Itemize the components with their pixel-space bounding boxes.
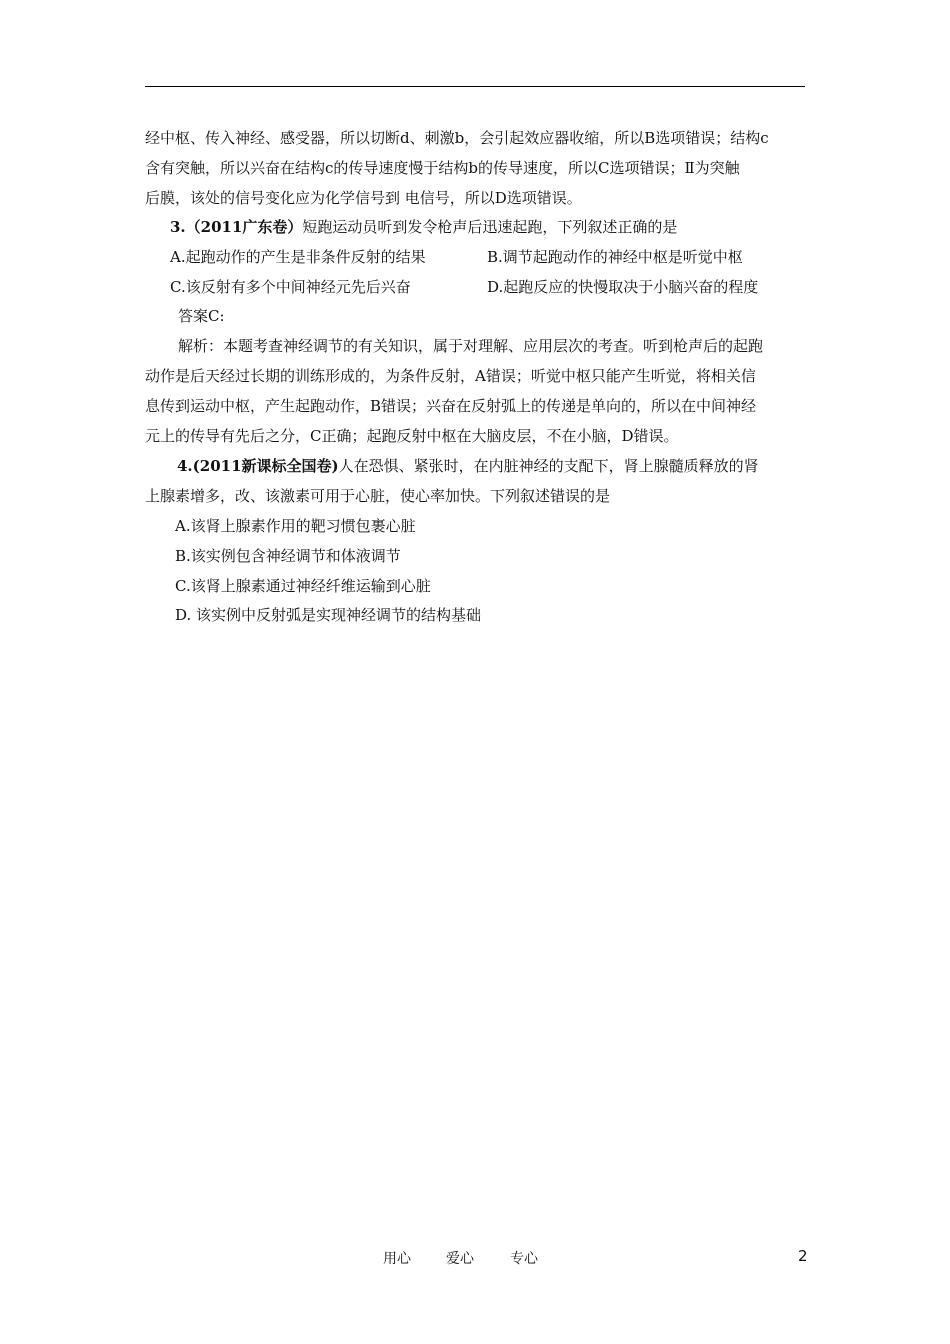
option-d: D.起跑反应的快慢取决于小脑兴奋的程度: [487, 278, 759, 296]
analysis-line: 元上的传导有先后之分，C正确；起跑反射中枢在大脑皮层，不在小脑，D错误。: [145, 427, 679, 445]
analysis-line: 动作是后天经过长期的训练形成的，为条件反射，A错误；听觉中枢只能产生听觉，将相关信: [145, 367, 756, 385]
options-row-ab: [170, 247, 805, 267]
question-stem: 人在恐惧、紧张时，在内脏神经的支配下，肾上腺髓质释放的肾: [338, 457, 759, 475]
question-stem-continued: 上腺素增多，改、该激素可用于心脏，使心率加快。下列叙述错误的是: [145, 487, 611, 505]
question-number: 3.（2011广东卷）: [170, 218, 303, 236]
option-a: A.该肾上腺素作用的靶习惯包裹心脏: [175, 517, 416, 535]
question-3: [170, 217, 830, 237]
option-b: B.该实例包含神经调节和体液调节: [175, 547, 401, 565]
option-a: A.起跑动作的产生是非条件反射的结果: [170, 248, 426, 266]
footer-motto: 用心: [383, 1251, 411, 1267]
option-d: D. 该实例中反射弧是实现神经调节的结构基础: [175, 606, 482, 624]
option-b: B.调节起跑动作的神经中枢是听觉中枢: [487, 248, 743, 266]
paragraph-line: 经中枢、传入神经、感受器，所以切断d、刺激b，会引起效应器收缩，所以B选项错误；结构c: [145, 129, 769, 147]
question-stem: 短跑运动员听到发令枪声后迅速起跑，下列叙述正确的是: [302, 218, 678, 236]
paragraph-line: 含有突触，所以兴奋在结构c的传导速度慢于结构b的传导速度，所以C选项错误；Ⅱ为突触: [145, 159, 740, 177]
question-4: [177, 456, 837, 476]
analysis-line: 息传到运动中枢，产生起跑动作，B错误；兴奋在反射弧上的传递是单向的，所以在中间神经: [145, 397, 757, 415]
page-number: 2: [798, 1247, 808, 1265]
options-row-cd: [170, 277, 805, 297]
analysis-line: 解析：本题考查神经调节的有关知识，属于对理解、应用层次的考查。听到枪声后的起跑: [178, 337, 764, 355]
header-rule: [145, 86, 805, 87]
option-c: C.该肾上腺素通过神经纤维运输到心脏: [175, 577, 431, 595]
option-c: C.该反射有多个中间神经元先后兴奋: [170, 278, 411, 296]
answer: 答案C:: [178, 307, 225, 325]
paragraph-line: 后膜，该处的信号变化应为化学信号到 电信号，所以D选项错误。: [145, 189, 582, 207]
footer-motto: 爱心: [446, 1251, 474, 1267]
footer-motto: 专心: [510, 1251, 538, 1267]
question-number: 4.(2011新课标全国卷): [177, 457, 339, 475]
